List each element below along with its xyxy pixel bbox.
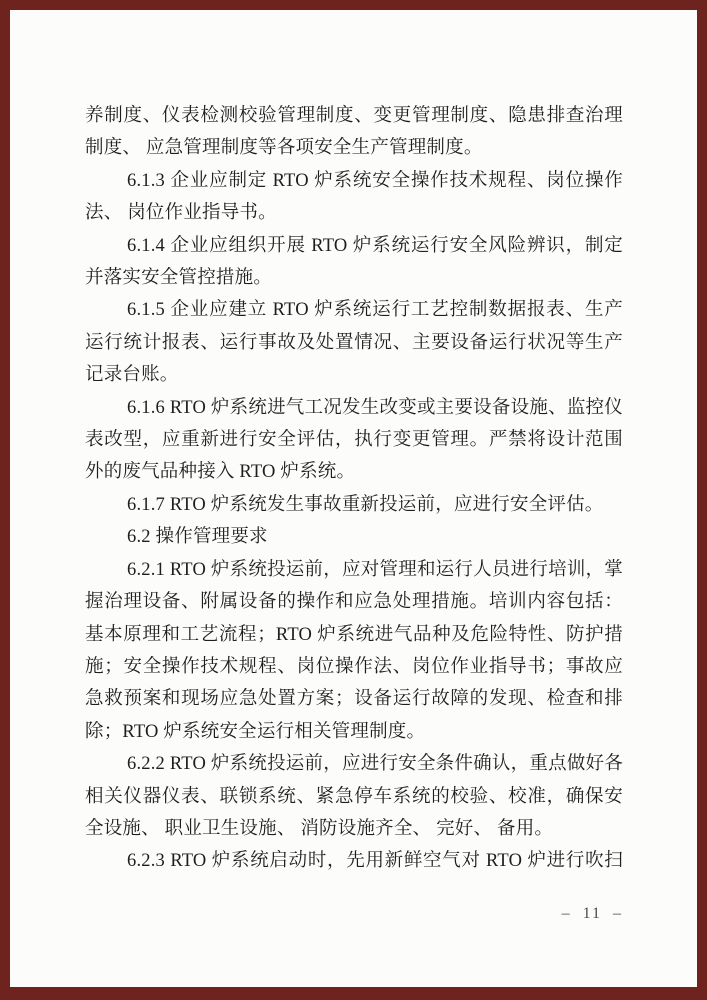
text-line: 6.2 操作管理要求 [127, 527, 268, 548]
document-page [10, 10, 697, 987]
text-line: 施；安全操作技术规程、岗位操作法、岗位作业指导书；事故应 [85, 656, 623, 677]
text-line: 外的废气品种接入 RTO 炉系统。 [85, 462, 356, 483]
text-line: 6.1.4 企业应组织开展 RTO 炉系统运行安全风险辨识，制定 [127, 235, 623, 256]
text-line: 6.1.5 企业应建立 RTO 炉系统运行工艺控制数据报表、生产 [127, 300, 623, 321]
text-line: 全设施、 职业卫生设施、 消防设施齐全、 完好、 备用。 [85, 818, 554, 839]
text-line: 6.2.3 RTO 炉系统启动时，先用新鲜空气对 RTO 炉进行吹扫 [127, 851, 623, 872]
text-line: 基本原理和工艺流程；RTO 炉系统进气品种及危险特性、防护措 [85, 624, 623, 645]
text-line: 6.1.6 RTO 炉系统进气工况发生改变或主要设备设施、监控仪 [127, 397, 623, 418]
text-line: 记录台账。 [85, 365, 179, 386]
text-line: 相关仪器仪表、联锁系统、紧急停车系统的校验、校准，确保安 [85, 786, 623, 807]
page-number: – 11 – [561, 905, 623, 922]
document-body [85, 100, 623, 878]
text-line: 运行统计报表、运行事故及处置情况、主要设备运行状况等生产 [85, 332, 623, 353]
text-line: 除；RTO 炉系统安全运行相关管理制度。 [85, 721, 426, 742]
text-line: 养制度、仪表检测校验管理制度、变更管理制度、隐患排查治理 [85, 106, 623, 126]
text-line: 6.1.7 RTO 炉系统发生事故重新投运前，应进行安全评估。 [127, 494, 604, 515]
text-line: 制度、 应急管理制度等各项安全生产管理制度。 [85, 138, 483, 159]
text-line: 表改型，应重新进行安全评估，执行变更管理。严禁将设计范围 [85, 430, 623, 451]
text-line: 握治理设备、附属设备的操作和应急处理措施。培训内容包括： [85, 592, 623, 613]
text-line: 急救预案和现场应急处置方案；设备运行故障的发现、检查和排 [85, 689, 623, 710]
text-line: 6.1.3 企业应制定 RTO 炉系统安全操作技术规程、岗位操作 [127, 170, 623, 191]
text-line: 法、 岗位作业指导书。 [85, 203, 277, 224]
text-line: 并落实安全管控措施。 [85, 268, 273, 289]
text-line: 6.2.1 RTO 炉系统投运前，应对管理和运行人员进行培训，掌 [127, 559, 623, 580]
text-line: 6.2.2 RTO 炉系统投运前，应进行安全条件确认，重点做好各 [127, 754, 623, 775]
